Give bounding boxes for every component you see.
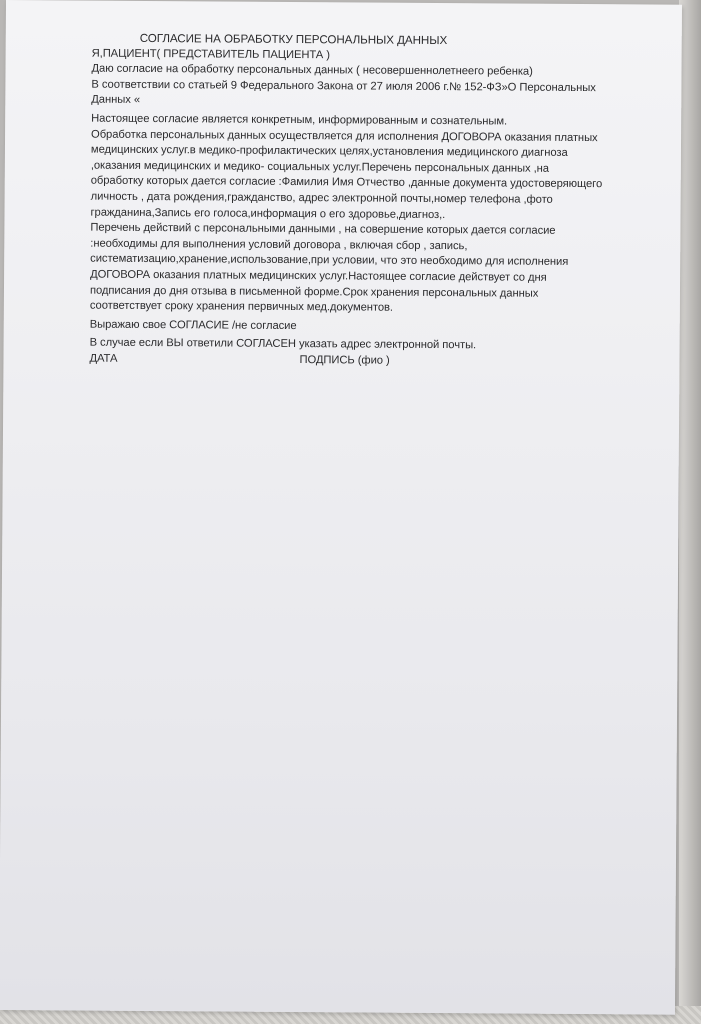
email-instruction-line: В случае если ВЫ ответили СОГЛАСЕН указать адрес электронной почты. <box>89 336 477 352</box>
table-surface-edge <box>679 0 701 1024</box>
document-line: Даю согласие на обработку персональных данных ( несовершеннолетнеего ребенка) <box>91 62 533 78</box>
document-line: ,оказания медицинских и медико- социальных услуг.Перечень персональных данных ,на <box>90 159 550 175</box>
document-line: медицинских услуг.в медико-профилактических целях,установления медицинского диагноза <box>90 143 568 160</box>
document-line: соответствует сроку хранения первичных мед.документов. <box>89 299 394 314</box>
document-line: систематизацию,хранение,использование,при условии, что это необходимо для исполнения <box>90 252 569 269</box>
consent-choice-line: Выражаю свое СОГЛАСИЕ /не согласие <box>89 318 297 332</box>
document-line: обработку которых дается согласие :Фамилия Имя Отчество ,данные документа удостоверяющего <box>90 174 603 191</box>
document-line: Я,ПАЦИЕНТ( ПРЕДСТАВИТЕЛЬ ПАЦИЕНТА ) <box>91 47 331 61</box>
document-line: Настоящее согласие является конкретным, информированным и сознательным. <box>91 112 508 128</box>
document-line: Данных « <box>91 93 141 107</box>
document-line: :необходимы для выполнения условий договора , включая сбор , запись, <box>90 237 468 252</box>
document-title: СОГЛАСИЕ НА ОБРАБОТКУ ПЕРСОНАЛЬНЫХ ДАННЫХ <box>139 31 448 48</box>
document-line: гражданина,Запись его голоса,информация о его здоровье,диагноз,. <box>90 206 446 221</box>
document-body <box>89 31 661 372</box>
document-line: личность , дата рождения,гражданство, адрес электронной почты,номер телефона ,фото <box>90 190 553 206</box>
signature-row <box>89 351 659 371</box>
date-label: ДАТА <box>89 352 118 365</box>
document-line: ДОГОВОРА оказания платных медицинских услуг.Настоящее согласие действует со дня <box>90 268 547 284</box>
document-line: подписания до дня отзыва в письменной форме.Срок хранения персональных данных <box>89 284 539 300</box>
document-line: Обработка персональных данных осуществляется для исполнения ДОГОВОРА оказания платных <box>91 128 598 144</box>
signature-label: ПОДПИСЬ (фио ) <box>299 353 390 367</box>
document-line: В соответствии со статьей 9 Федерального Закона от 27 июля 2006 г.№ 152-ФЗ»О Персональных <box>91 78 596 94</box>
document-line: Перечень действий с персональными данными , на совершение которых дается согласие <box>90 221 556 237</box>
